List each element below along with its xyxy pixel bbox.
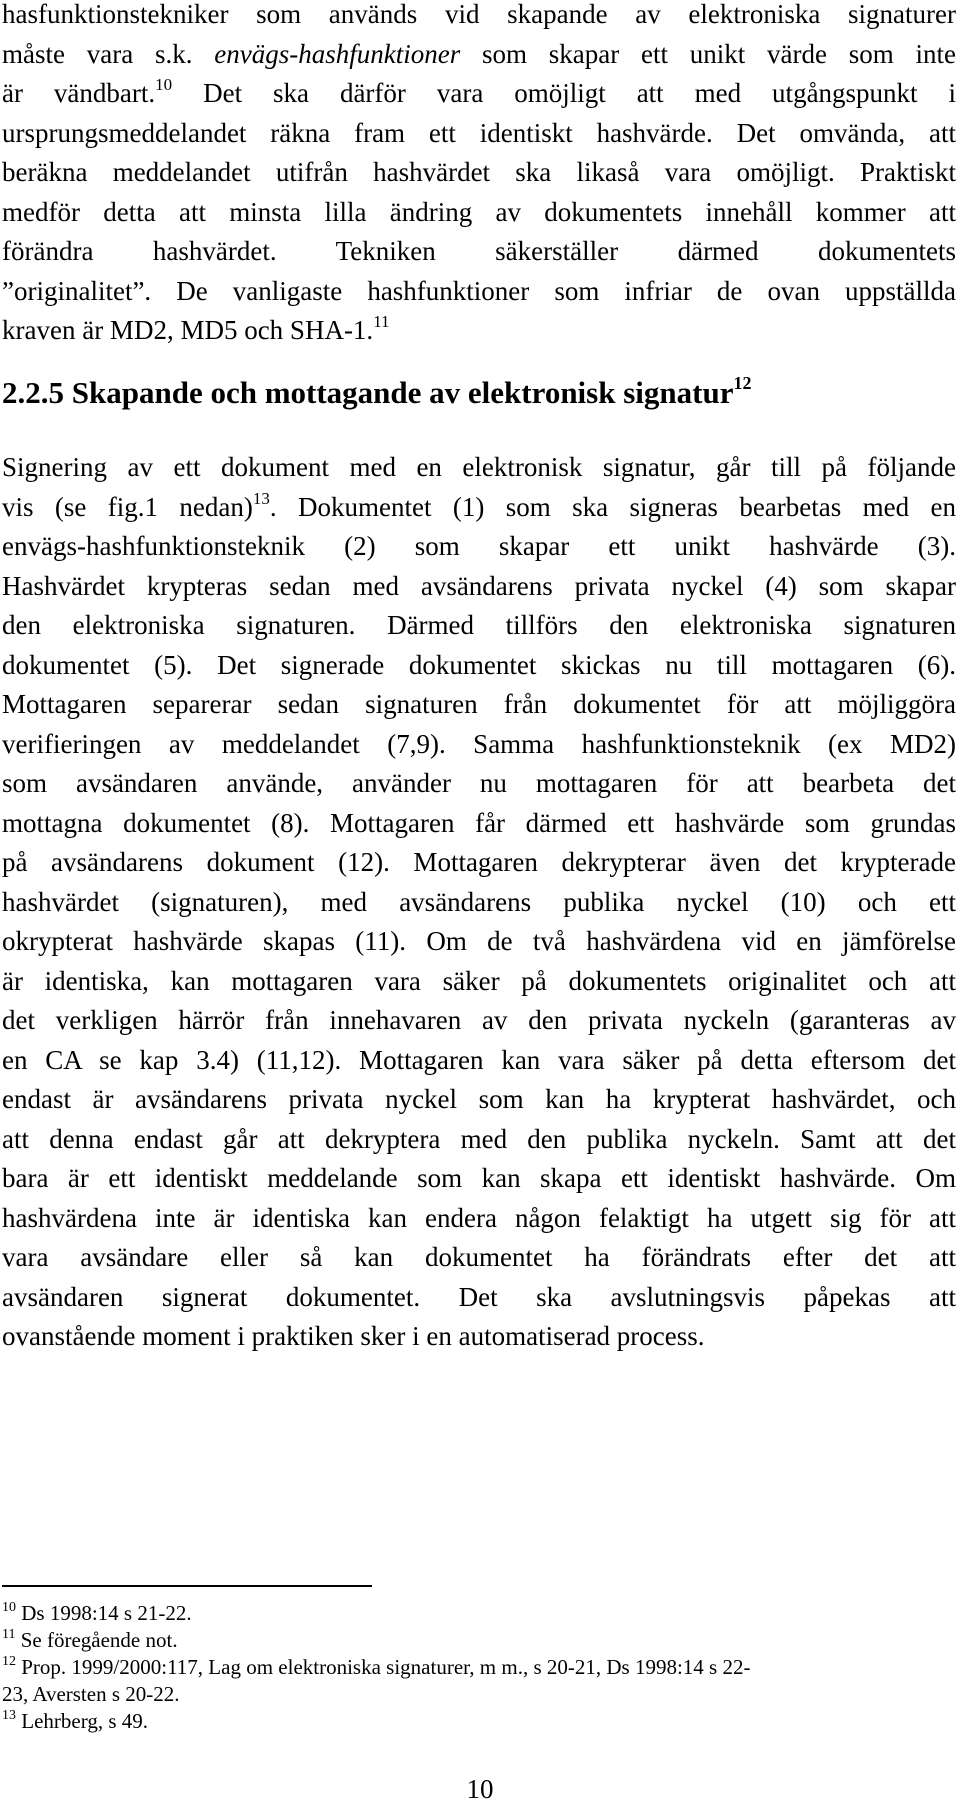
text-line: vis (se fig.1 nedan)$^{13}$. Dokumentet (1) som ska signeras bearbetas med en — [2, 488, 956, 522]
text-line: är vändbart.$^{10}$ Det ska därför vara omöjligt att med utgångspunkt i — [2, 75, 957, 108]
text-line: vara avsändare eller så kan dokumentet ha förändrats efter det att — [2, 1242, 956, 1272]
text-line: hasfunktionstekniker som används vid skapande av elektroniska signaturer — [2, 0, 956, 29]
text-line: mottagna dokumentet (8). Mottagaren får därmed ett hashvärde som grundas — [2, 807, 956, 838]
footnote-ref[interactable]: 10 — [155, 75, 173, 94]
text-line: okrypterat hashvärde skapas (11). Om de två hashvärdena vid en jämförelse — [2, 926, 956, 956]
footnotes — [2, 1600, 932, 1735]
footnote-number: 13 — [2, 1708, 16, 1723]
text-line: Signering av ett dokument med en elektronisk signatur, går till på följande — [2, 452, 956, 482]
text-line: dokumentet (5). Det signerade dokumentet skickas nu till mottagaren (6). — [2, 649, 956, 680]
text-line: att denna endast går att dekryptera med den publika nyckeln. Samt att det — [2, 1123, 956, 1154]
text-line: det verkligen härrör från innehavaren av den privata nyckeln (garanteras av — [2, 1005, 956, 1035]
text-line: beräkna meddelandet utifrån hashvärdet ska likaså vara omöjligt. Praktiskt — [2, 157, 956, 187]
emphasis-term: envägs-hashfunktioner — [214, 38, 461, 69]
main-paragraph — [2, 448, 956, 1357]
text-line: hashvärdet (signaturen), med avsändarens publika nyckel (10) och ett — [2, 886, 956, 917]
section-heading: 2.2.5 Skapande och mottagande av elektronisk signatur$^{12}$ — [2, 373, 752, 410]
text-line: bara är ett identiskt meddelande som kan skapa ett identiskt hashvärde. Om — [2, 1163, 956, 1193]
footnote: $^{10}$ Ds 1998:14 s 21-22. — [2, 1600, 192, 1625]
text-line: envägs-hashfunktionsteknik (2) som skapar ett unikt hashvärde (3). — [2, 531, 956, 561]
text-line: Hashvärdet krypteras sedan med avsändarens privata nyckel (4) som skapar — [2, 570, 956, 601]
text-line: på avsändarens dokument (12). Mottagaren dekrypterar även det krypterade — [2, 847, 956, 877]
text-line: måste vara s.k. envägs-hashfunktioner som skapar ett unikt värde som inte — [2, 38, 957, 69]
footnote: $^{12}$ Prop. 1999/2000:117, Lag om elektroniska signaturer, m m., s 20-21, Ds 1998:14 s 22- — [2, 1654, 751, 1679]
footnote-number: 10 — [2, 1600, 16, 1615]
text-line: medför detta att minsta lilla ändring av dokumentets innehåll kommer att — [2, 196, 956, 227]
footnote-divider — [2, 1585, 372, 1587]
text-line: kraven är MD2, MD5 och SHA-1.11 — [2, 312, 390, 345]
text-line: den elektroniska signaturen. Därmed tillförs den elektroniska signaturen — [2, 610, 956, 640]
footnote-ref[interactable]: 13 — [252, 488, 270, 508]
text-line: endast är avsändarens privata nyckel som kan ha krypterat hashvärdet, och — [2, 1084, 956, 1114]
text-line: som avsändaren använde, använder nu mottagaren för att bearbeta det — [2, 768, 956, 798]
text-line: Mottagaren separerar sedan signaturen från dokumentet för att möjliggöra — [2, 689, 956, 719]
top-paragraph — [2, 0, 956, 351]
text-line: ovanstående moment i praktiken sker i en automatiserad process. — [2, 1321, 705, 1351]
footnote: $^{11}$ Se föregående not. — [2, 1627, 178, 1652]
footnote-number: 12 — [2, 1654, 16, 1669]
text-line: ”originalitet”. De vanligaste hashfunktioner som infriar de ovan uppställda — [2, 275, 956, 306]
text-line: hashvärdena inte är identiska kan endera någon felaktigt ha utgett sig för att — [2, 1202, 956, 1233]
footnote-ref[interactable]: 11 — [373, 312, 390, 331]
text-line: verifieringen av meddelandet (7,9). Samma hashfunktionsteknik (ex MD2) — [2, 728, 956, 759]
footnote-number: 11 — [2, 1627, 16, 1642]
text-line: förändra hashvärdet. Tekniken säkerställer därmed dokumentets — [2, 236, 956, 266]
footnote-ref[interactable]: 12 — [733, 373, 752, 393]
text-line: är identiska, kan mottagaren vara säker på dokumentets originalitet och att — [2, 965, 956, 996]
footnote: $^{13}$ Lehrberg, s 49. — [2, 1708, 148, 1733]
text-line: avsändaren signerat dokumentet. Det ska avslutningsvis påpekas att — [2, 1281, 956, 1312]
page-number: 10 — [466, 1774, 494, 1804]
text-line: en CA se kap 3.4) (11,12). Mottagaren kan vara säker på detta eftersom det — [2, 1044, 956, 1075]
footnote-continuation: 23, Aversten s 20-22. — [2, 1682, 180, 1706]
text-line: ursprungsmeddelandet räkna fram ett identiskt hashvärde. Det omvända, att — [2, 117, 956, 148]
